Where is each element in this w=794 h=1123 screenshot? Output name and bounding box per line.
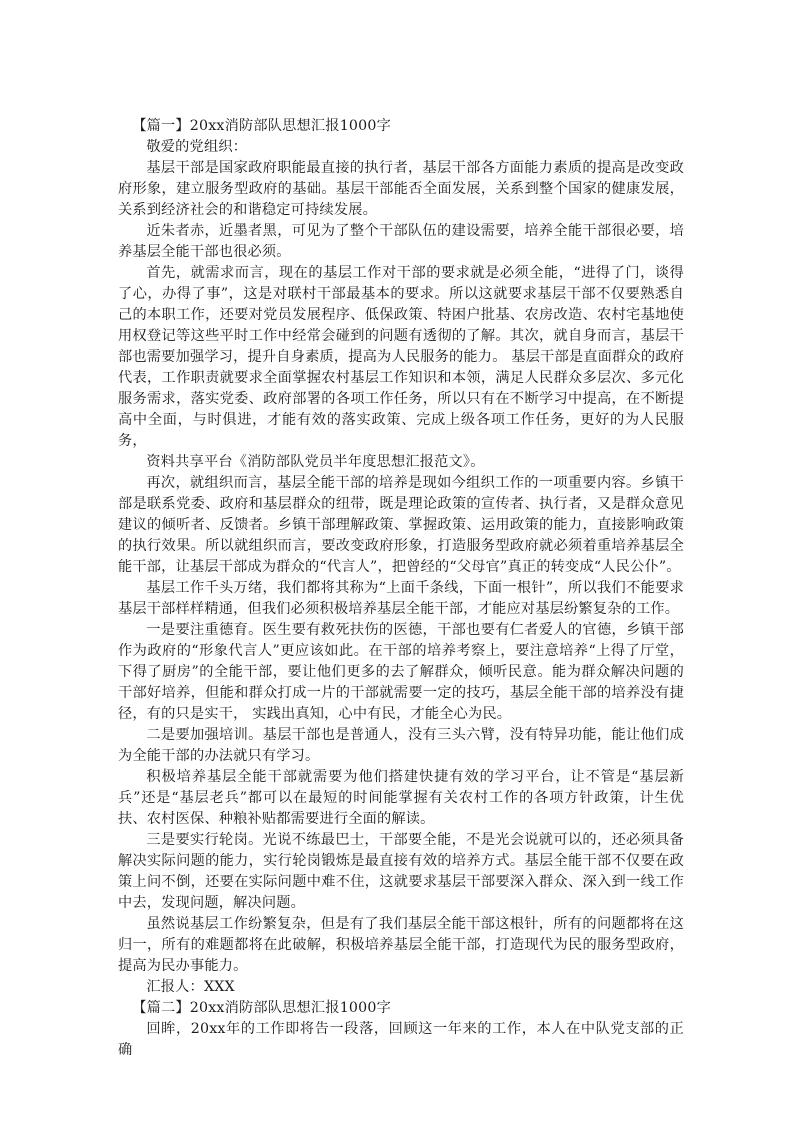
section-title-2: 【篇二】20xx消防部队思想汇报1000字 (132, 1000, 391, 1016)
salutation: 敬爱的党组织： (146, 139, 248, 155)
reporter-line: 汇报人：XXX (146, 979, 235, 995)
paragraph: 基层干部是国家政府职能最直接的执行者，基层干部各方面能力素质的提高是改变政府形象，建立服务型政府的基础。基层干部能否全面发展，关系到整个国家的健康发展，关系到经济社会的和谐稳定可持续发展。 (118, 160, 684, 218)
paragraph: 近朱者赤，近墨者黑，可见为了整个干部队伍的建设需要，培养全能干部很必要，培养基层全能干部也很必须。 (118, 223, 684, 260)
paragraph: 回眸，20xx年的工作即将告一段落，回顾这一年来的工作，本人在中队党支部的正确 (118, 1021, 684, 1058)
paragraph: 再次，就组织而言，基层全能干部的培养是现如今组织工作的一项重要内容。乡镇干部是联系党委、政府和基层群众的纽带，既是理论政策的宣传者、执行者，又是群众意见建议的倾听者、反馈者。乡镇干部理解政策、掌握政策、运用政策的能力，直接影响政策的执行效果。所以就组织而言，要改变政府形象，打造服务型政府就必须着重培养基层全能干部，让基层干部成为群众的“代言人”，把曾经的“父母官”真正的转变成“人民公仆”。 (118, 475, 684, 575)
section-title-1: 【篇一】20xx消防部队思想汇报1000字 (132, 118, 391, 134)
paragraph: 二是要加强培训。基层干部也是普通人，没有三头六臂，没有特异功能，能让他们成为全能干部的办法就只有学习。 (118, 727, 684, 764)
paragraph: 资料共享平台《消防部队党员半年度思想汇报范文》。 (146, 454, 485, 470)
paragraph: 一是要注重德育。医生要有救死扶伤的医德，干部也要有仁者爱人的官德，乡镇干部作为政府的“形象代言人”更应该如此。在干部的培养考察上，要注意培养“上得了厅堂，下得了厨房”的全能干部，要让他们更多的去了解群众，倾听民意。能为群众解决问题的干部好培养，但能和群众打成一片的干部就需要一定的技巧，基层全能干部的培养没有捷径，有的只是实干， 实践出真知，心中有民，才能全心为民。 (118, 622, 684, 722)
paragraph: 基层工作千头万绪，我们都将其称为“上面千条线，下面一根针”，所以我们不能要求基层干部样样精通，但我们必须积极培养基层全能干部，才能应对基层纷繁复杂的工作。 (118, 580, 684, 617)
paragraph: 首先，就需求而言，现在的基层工作对干部的要求就是必须全能，“进得了门，谈得了心，办得了事”，这是对联村干部最基本的要求。所以这就要求基层干部不仅要熟悉自己的本职工作，还要对党员发展程序、低保政策、特困户批基、农房改造、农村宅基地使用权登记等这些平时工作中经常会碰到的问题有透彻的了解。其次，就自身而言，基层干部也需要加强学习，提升自身素质，提高为人民服务的能力。 基层干部是直面群众的政府代表，工作职责就要求全面掌握农村基层工作知识和本领，满足人民群众多层次、多元化服务需求，落实党委、政府部署的各项工作任务，所以只有在不断学习中提高，在不断提高中全面，与时俱进，才能有效的落实政策、完成上级各项工作任务，更好的为人民服务， (118, 265, 684, 449)
paragraph: 虽然说基层工作纷繁复杂，但是有了我们基层全能干部这根针，所有的问题都将在这归一，所有的难题都将在此破解，积极培养基层全能干部，打造现代为民的服务型政府，提高为民办事能力。 (118, 916, 684, 974)
paragraph: 三是要实行轮岗。光说不练最巴士，干部要全能，不是光会说就可以的，还必须具备解决实际问题的能力，实行轮岗锻炼是最直接有效的培养方式。基层全能干部不仅要在政策上问不倒，还要在实际问题中难不住，这就要求基层干部要深入群众、深入到一线工作中去，发现问题，解决问题。 (118, 832, 684, 911)
document-page (118, 116, 684, 1061)
paragraph: 积极培养基层全能干部就需要为他们搭建快捷有效的学习平台，让不管是“基层新兵”还是“基层老兵”都可以在最短的时间能掌握有关农村工作的各项方针政策，计生优扶、农村医保、种粮补贴都需要进行全面的解读。 (118, 769, 684, 827)
